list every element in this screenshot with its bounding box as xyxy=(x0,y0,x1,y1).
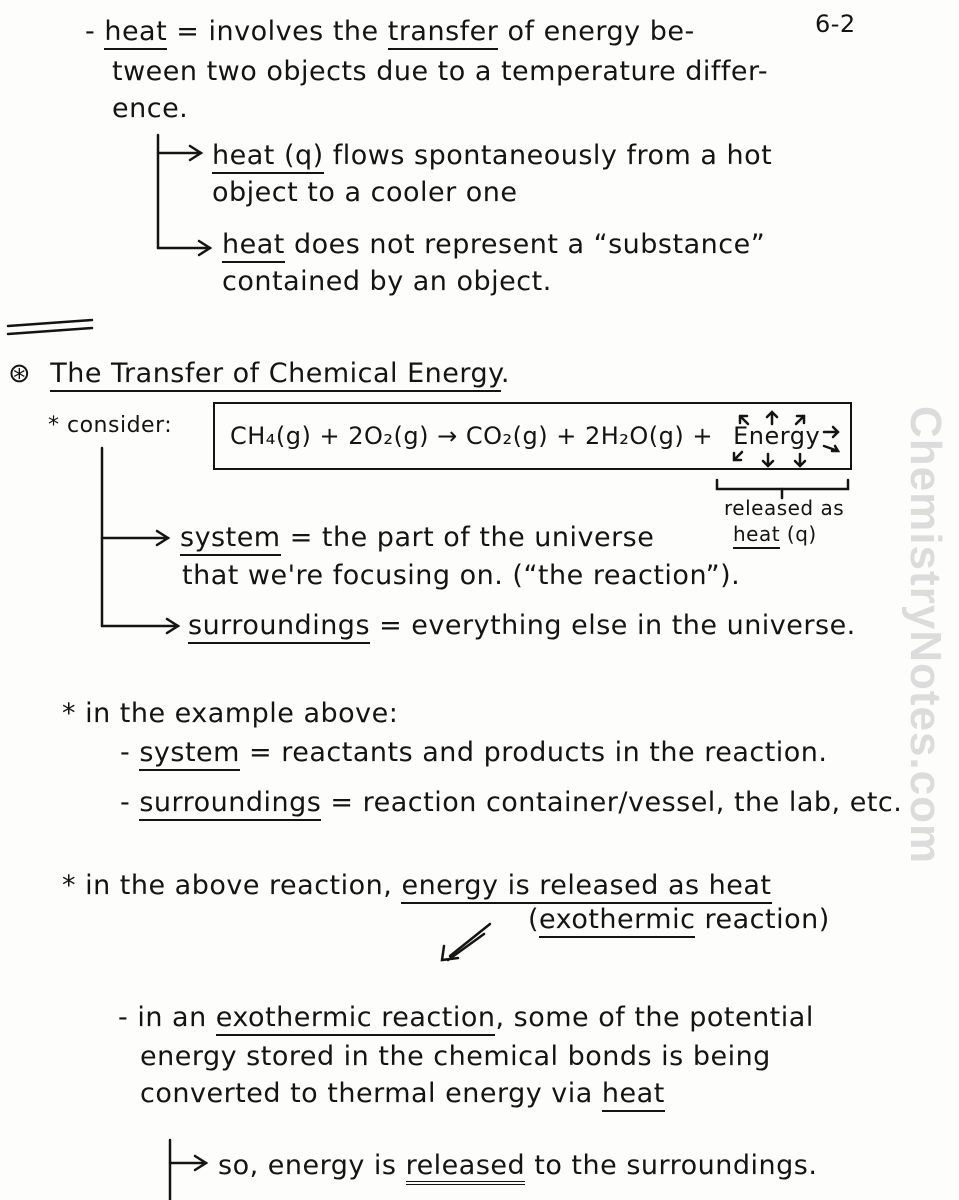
separator-line-2 xyxy=(8,328,92,334)
heat-def-text-end: of energy be- xyxy=(498,16,695,47)
section-bullet-icon: ⊛ xyxy=(8,358,32,389)
down-arrow-stroke-2 xyxy=(448,934,484,960)
example-surroundings-text: = reaction container/vessel, the lab, etc. xyxy=(321,787,903,818)
released-term: released xyxy=(406,1150,526,1185)
energy-arrow-sw xyxy=(734,452,742,460)
heat-q-term: heat (q) xyxy=(212,140,324,174)
energy-arrow-ne xyxy=(796,416,804,424)
exothermic-prefix: - in an xyxy=(118,1002,216,1033)
equation-text: CH₄(g) + 2O₂(g) → CO₂(g) + 2H₂O(g) + xyxy=(230,422,722,450)
example-system-dash: - xyxy=(120,737,140,768)
section-title: The Transfer of Chemical Energy xyxy=(50,358,501,392)
example-heading: * in the example above: xyxy=(62,698,399,729)
energy-arrow-e1 xyxy=(824,427,838,437)
example-system-term: system xyxy=(139,737,240,771)
heat-term-2: heat xyxy=(222,229,285,263)
energy-arrow-s2 xyxy=(795,454,805,466)
consider-label: * consider: xyxy=(48,413,173,438)
system-definition-text: = the part of the universe xyxy=(280,522,655,553)
released-rest: to the surroundings. xyxy=(525,1150,818,1181)
released-heat-term: heat xyxy=(733,522,780,549)
transfer-term: transfer xyxy=(388,16,499,50)
released-prefix: so, energy is xyxy=(218,1150,406,1181)
example-surroundings-term: surroundings xyxy=(139,787,321,821)
heat-term-3: heat xyxy=(602,1078,665,1112)
surroundings-term: surroundings xyxy=(188,610,370,644)
energy-arrow-e2 xyxy=(824,446,838,451)
exothermic-reaction-term: exothermic reaction xyxy=(216,1002,496,1036)
down-arrow-stroke-1 xyxy=(450,924,490,956)
section-title-end: . xyxy=(500,358,510,389)
energy-term: Energy xyxy=(733,422,821,450)
heat-definition-line3: ence. xyxy=(112,93,189,124)
energy-arrow-s1 xyxy=(763,454,773,466)
heat-point-2-text: does not represent a “substance” xyxy=(284,229,766,260)
energy-released-phrase: energy is released as heat xyxy=(401,870,771,904)
released-heat-q: (q) xyxy=(780,522,817,546)
separator-line-1 xyxy=(8,320,92,326)
energy-bracket xyxy=(717,480,848,489)
heat-point-2-line2: contained by an object. xyxy=(222,266,552,297)
watermark: ChemistryNotes.com xyxy=(901,405,950,865)
exothermic-note-paren: ( xyxy=(528,904,540,935)
heat-point-1-text: flows spontaneously from a hot xyxy=(323,140,773,171)
page-number: 6-2 xyxy=(815,10,856,38)
example-surroundings-dash: - xyxy=(120,787,140,818)
exothermic-note-rest: reaction) xyxy=(695,904,830,935)
system-definition-line2: that we're focusing on. (“the reaction”). xyxy=(182,560,741,591)
above-reaction-text: * in the above reaction, xyxy=(62,870,402,901)
energy-arrow-nw xyxy=(740,416,748,424)
example-system-text: = reactants and products in the reaction. xyxy=(239,737,828,768)
exothermic-rest: , some of the potential xyxy=(495,1002,814,1033)
heat-definition-line2: tween two objects due to a temperature differ- xyxy=(112,56,769,87)
released-as-label: released as xyxy=(724,496,845,520)
heat-term: heat xyxy=(104,16,167,50)
heat-definition-line1: - heat = involves the transfer of energy be- xyxy=(85,16,695,48)
heat-point-1-line2: object to a cooler one xyxy=(212,177,518,208)
exothermic-line3-text: converted to thermal energy via xyxy=(140,1078,602,1109)
exothermic-note-term: exothermic xyxy=(539,904,695,938)
system-term: system xyxy=(180,522,281,556)
exothermic-line2: energy stored in the chemical bonds is being xyxy=(140,1041,771,1072)
surroundings-definition-text: = everything else in the universe. xyxy=(370,610,856,641)
heat-def-text: = involves the xyxy=(167,16,388,47)
energy-arrow-n xyxy=(767,412,777,424)
